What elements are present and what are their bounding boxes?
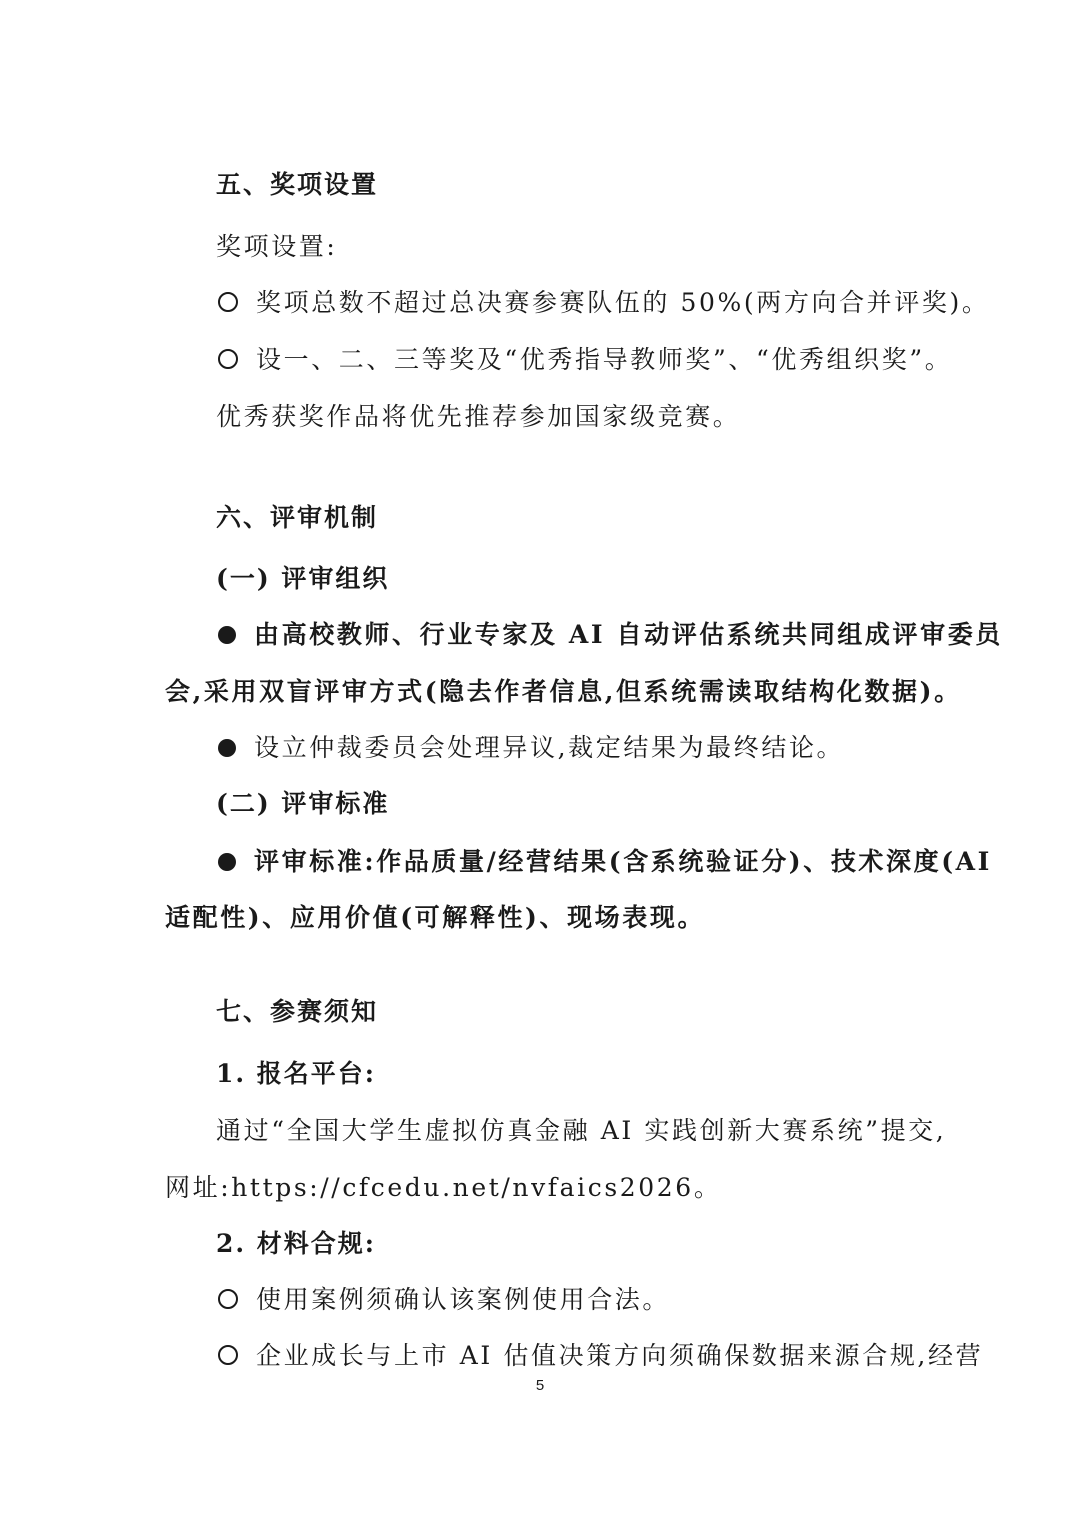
page-number: 5 [535,1377,545,1394]
section-6-sub1-bullet-2-text: 设立仲裁委员会处理异议,裁定结果为最终结论。 [254,733,845,762]
filled-bullet-icon [218,853,236,871]
section-6-heading: 六、评审机制 [216,503,379,532]
section-5-item-1-text: 奖项总数不超过总决赛参赛队伍的 50%(两方向合并评奖)。 [256,288,990,317]
section-6-sub1-bullet-2 [216,731,844,765]
section-5-heading: 五、奖项设置 [216,170,379,199]
hollow-circle-icon [218,1345,238,1365]
section-6-sub1-bullet-1-line-1: 由高校教师、行业专家及 AI 自动评估系统共同组成评审委员 [254,620,1003,649]
section-6-sub2-bullet-1-line-1: 评审标准:作品质量/经营结果(含系统验证分)、技术深度(AI [254,847,992,876]
section-7-item-2-heading: 2. 材料合规: [216,1229,377,1258]
hollow-circle-icon [218,1289,238,1309]
section-5-item-2 [216,343,952,377]
section-6-sub1-heading: (一) 评审组织 [216,564,390,593]
section-7-item-2-bullet-2-text: 企业成长与上市 AI 估值决策方向须确保数据来源合规,经营 [256,1341,984,1370]
section-7-heading: 七、参赛须知 [216,997,379,1026]
section-6-sub1-bullet-1 [216,618,1003,652]
section-7-item-1-heading: 1. 报名平台: [216,1059,377,1088]
section-7-item-1-line-2: 网址:https://cfcedu.net/nvfaics2026。 [165,1173,722,1202]
section-5-item-2-text: 设一、二、三等奖及“优秀指导教师奖”、“优秀组织奖”。 [256,345,953,374]
filled-bullet-icon [218,739,236,757]
section-6-sub1-bullet-1-line-2: 会,采用双盲评审方式(隐去作者信息,但系统需读取结构化数据)。 [165,677,962,706]
section-7-item-2-bullet-2 [216,1339,983,1373]
section-7-item-2-bullet-1 [216,1283,670,1317]
section-5-intro: 奖项设置: [216,232,338,261]
section-7-item-2-bullet-1-text: 使用案例须确认该案例使用合法。 [256,1285,671,1314]
section-6-sub2-bullet-1 [216,845,992,879]
filled-bullet-icon [218,626,236,644]
section-6-sub2-heading: (二) 评审标准 [216,789,390,818]
section-6-sub2-bullet-1-line-2: 适配性)、应用价值(可解释性)、现场表现。 [165,903,706,932]
section-5-item-1 [216,286,989,320]
section-5-note: 优秀获奖作品将优先推荐参加国家级竞赛。 [216,402,741,431]
hollow-circle-icon [218,292,238,312]
hollow-circle-icon [218,349,238,369]
section-7-item-1-line-1: 通过“全国大学生虚拟仿真金融 AI 实践创新大赛系统”提交, [216,1116,947,1145]
